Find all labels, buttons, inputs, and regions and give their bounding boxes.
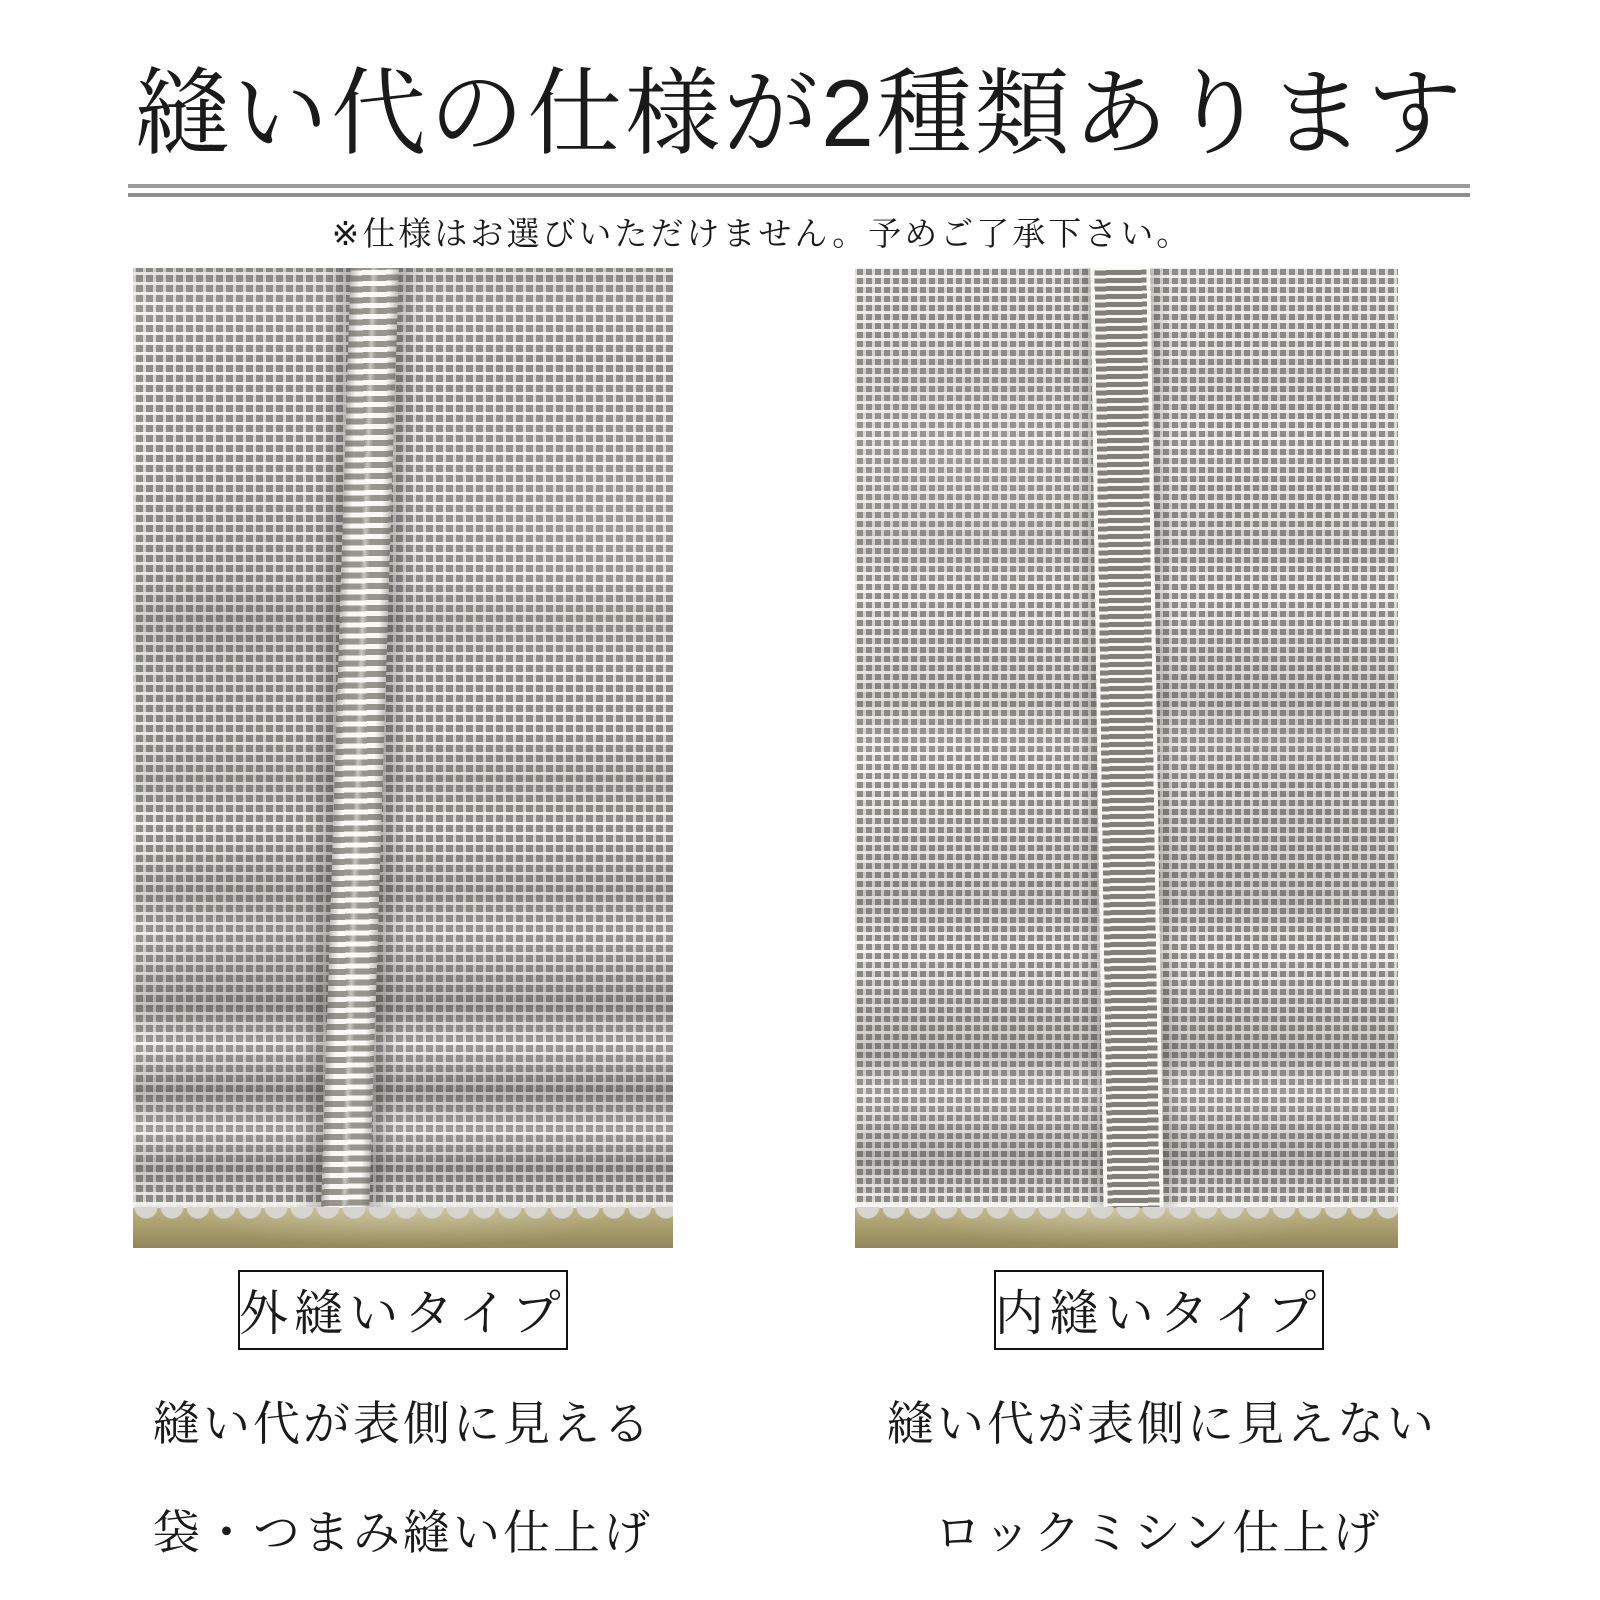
inner-seam-photo <box>855 268 1398 1248</box>
inner-seam-desc-line1: 縫い代が表側に見えない <box>887 1397 1437 1450</box>
note-text: ※仕様はお選びいただけません。予めご了承下さい。 <box>331 215 1193 252</box>
gauze-fabric-texture <box>133 268 673 1210</box>
outer-seam-desc-line2: 袋・つまみ縫い仕上げ <box>153 1506 653 1559</box>
outer-seam-label-box <box>238 1270 568 1350</box>
inner-seam-label-box <box>994 1270 1324 1350</box>
fabric-frayed-edge <box>855 1207 1398 1221</box>
outer-seam-photo <box>133 268 673 1248</box>
overlock-stitch-seam <box>1090 268 1163 1214</box>
inner-seam-label: 内縫いタイプ <box>994 1287 1323 1341</box>
inner-seam-desc-line2: ロックミシン仕上げ <box>934 1506 1383 1559</box>
inner-seam-section <box>855 268 1437 1563</box>
outer-seam-section <box>133 268 673 1563</box>
outer-seam-desc-line1: 縫い代が表側に見える <box>153 1397 653 1450</box>
double-rule-divider <box>128 184 1470 197</box>
fabric-frayed-edge <box>133 1207 673 1221</box>
page-title: 縫い代の仕様が2種類あります <box>135 61 1465 167</box>
outer-seam-label: 外縫いタイプ <box>239 1287 567 1341</box>
